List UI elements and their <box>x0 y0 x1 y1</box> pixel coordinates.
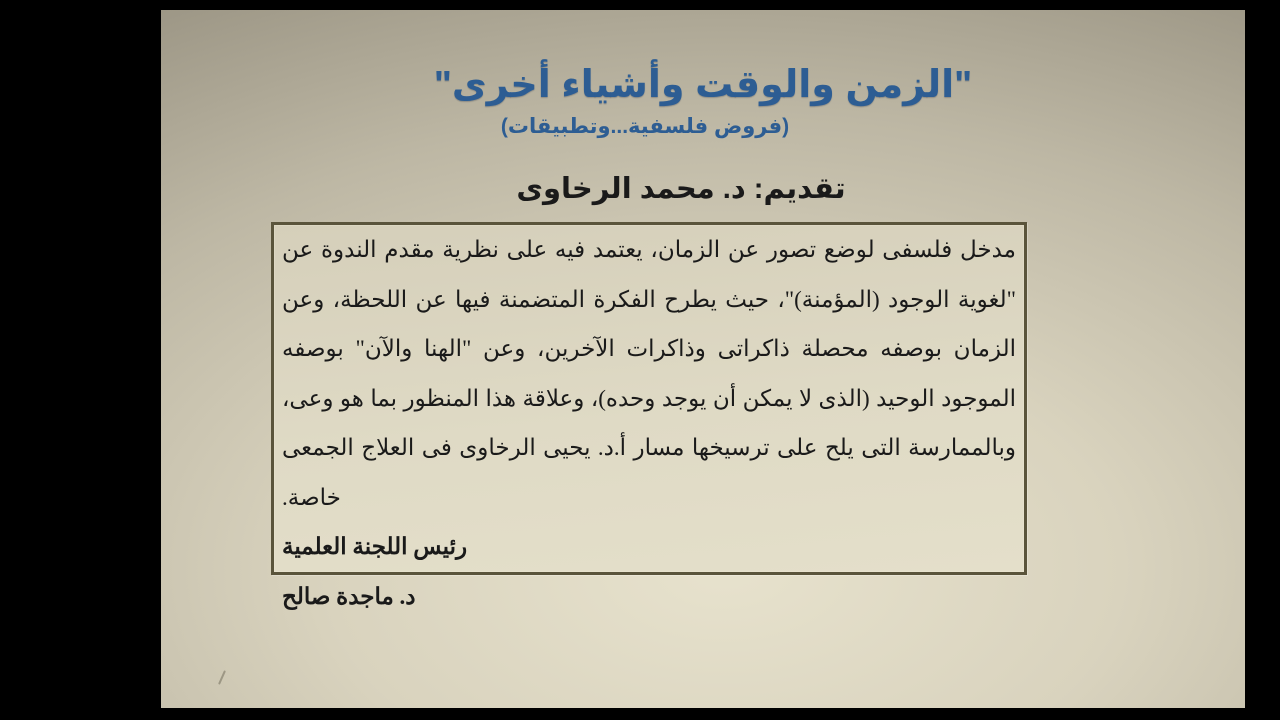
abstract-paragraph: مدخل فلسفى لوضع تصور عن الزمان، يعتمد فيه على نظرية مقدم الندوة عن "لغوية الوجود (المؤمنة)"، حيث يطرح الفكرة المتضمنة فيها عن اللحظة، وعن الزمان بوصفه محصلة ذاكراتى وذاكرات الآخرين، وعن "الهنا والآن" بوصفه الموجود الوحيد (الذى لا يمكن أن يوجد وحده)، وعلاقة هذا المنظور بما هو وعى، وبالممارسة التى يلح على ترسيخها مسار أ.د. يحيى الرخاوى فى العلاج الجمعى خاصة. <box>282 237 1016 510</box>
scratch-mark <box>218 670 226 685</box>
letterbox-bottom-bar <box>0 708 1280 720</box>
slide-background <box>161 10 1245 708</box>
slide-presenter-line: تقديم: د. محمد الرخاوى <box>516 173 846 205</box>
signature-role: رئيس اللجنة العلمية <box>282 534 468 559</box>
letterbox-top-bar <box>0 0 1280 10</box>
slide-subtitle: (فروض فلسفية...وتطبيقات) <box>500 115 790 138</box>
signature-name: د. ماجدة صالح <box>282 583 416 609</box>
letterbox-left-band <box>0 0 161 720</box>
abstract-box <box>271 222 1027 609</box>
letterbox-right-band <box>1245 0 1280 720</box>
slide-title: "الزمن والوقت وأشياء أخرى" <box>433 64 973 106</box>
